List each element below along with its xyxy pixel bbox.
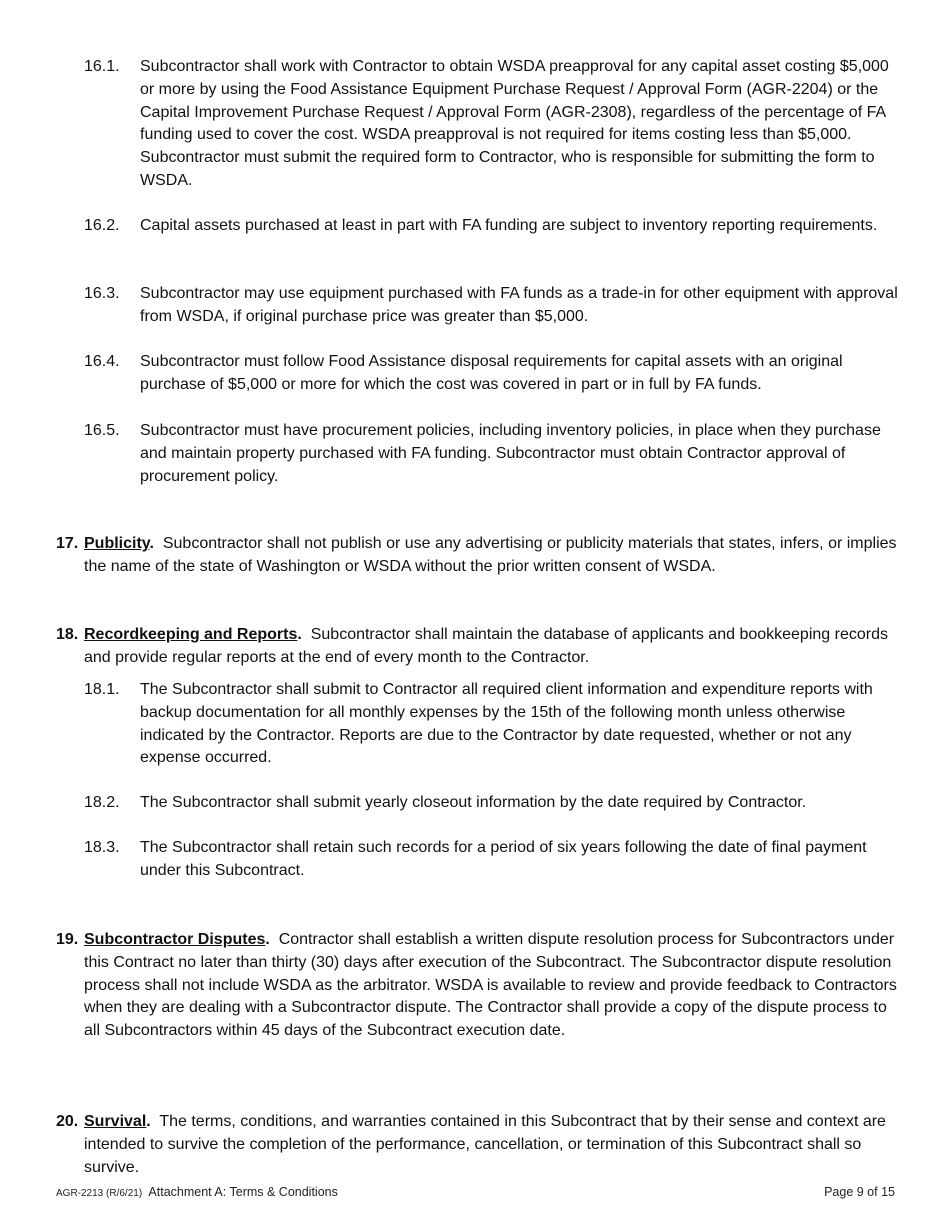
section-heading: Recordkeeping and Reports (84, 626, 298, 643)
clause-16-3 (84, 283, 900, 329)
section-text: Contractor shall establish a written dispute resolution process for Subcontractors under this Contract no later than thirty (30) days after execution of the Subcontract. The Subcontractor dispute resolution process shall not include WSDA as the arbitrator. WSDA is available to review and provide feedback to Contractors when they are dealing with a Subcontractor dispute. The Contractor shall provide a copy of the dispute process to all Subcontractors within 45 days of the Subcontract execution date. (84, 931, 897, 1040)
clause-16-4 (84, 351, 900, 397)
clause-number: 16.4. (84, 353, 120, 370)
section-19-disputes: 19. Subcontractor Disputes. Contractor shall establish a written dispute resolution process for Subcontractors under this Contract no later than thirty (30) days after execution of the Subcontract. The Subcontractor dispute resolution process shall not include WSDA as the arbitrator. WSDA is available to review and provide feedback to Contractors when they are dealing with a Subcontractor dispute. The Contractor shall provide a copy of the dispute process to all Subcontractors within 45 days of the Subcontract execution date. (56, 931, 897, 1040)
section-17-publicity: 17. Publicity. Subcontractor shall not publish or use any advertising or publicity materials that states, infers, or implies the name of the state of Washington or WSDA without the prior written consent of WSDA. (56, 535, 897, 575)
section-heading: Publicity (84, 535, 150, 552)
page-number: Page 9 of 15 (824, 1185, 895, 1199)
clause-number: 18.2. (84, 794, 120, 811)
section-heading: Subcontractor Disputes (84, 931, 266, 948)
form-code: AGR-2213 (R/6/21) (56, 1188, 143, 1199)
section-text: The terms, conditions, and warranties contained in this Subcontract that by their sense and context are intended to survive the completion of the performance, cancellation, or termination of this Subcontract shall so survive. (84, 1113, 886, 1176)
clause-text: Subcontractor shall work with Contractor to obtain WSDA preapproval for any capital asset costing $5,000 or more by using the Food Assistance Equipment Purchase Request / Approval Form (AGR-2204) or the Capital Improvement Purchase Request / Approval Form (AGR-2308), regardless of the percentage of FA funding used to cover the cost. WSDA preapproval is not required for items costing less than $5,000. Subcontractor must submit the required form to Contractor, who is responsible for submitting the form to WSDA. (140, 58, 889, 189)
section-number: 18. (56, 626, 79, 643)
section-18-recordkeeping: 18. Recordkeeping and Reports. Subcontractor shall maintain the database of applicants and bookkeeping records and provide regular reports at the end of every month to the Contractor. (56, 626, 888, 666)
clause-text: The Subcontractor shall retain such records for a period of six years following the date of final payment under this Subcontract. (140, 839, 867, 879)
clause-number: 16.2. (84, 217, 120, 234)
clause-18-1 (84, 679, 900, 770)
clause-text: Subcontractor must follow Food Assistance disposal requirements for capital assets with an original purchase of $5,000 or more for which the cost was covered in part or in full by FA funds. (140, 353, 843, 393)
clause-16-2 (84, 215, 900, 238)
section-number: 17. (56, 535, 79, 552)
clause-text: The Subcontractor shall submit yearly closeout information by the date required by Contractor. (140, 794, 807, 811)
clause-text: Capital assets purchased at least in part with FA funding are subject to inventory reporting requirements. (140, 217, 878, 234)
section-20-survival: 20. Survival. The terms, conditions, and warranties contained in this Subcontract that by their sense and context are intended to survive the completion of the performance, cancellation, or termination of this Subcontract shall so survive. (56, 1113, 886, 1176)
section-number: 20. (56, 1113, 79, 1130)
clause-text: Subcontractor must have procurement policies, including inventory policies, in place when they purchase and maintain property purchased with FA funding. Subcontractor must obtain Contractor approval of procurement policy. (140, 422, 881, 485)
section-heading: Survival (84, 1113, 147, 1130)
section-text: Subcontractor shall maintain the database of applicants and bookkeeping records and provide regular reports at the end of every month to the Contractor. (84, 626, 888, 666)
clause-number: 18.1. (84, 681, 120, 698)
footer-left (56, 1184, 338, 1202)
clause-16-1 (84, 56, 900, 193)
clause-number: 16.5. (84, 422, 120, 439)
clause-16-5 (84, 420, 900, 488)
clause-number: 16.3. (84, 285, 120, 302)
clause-18-3 (84, 837, 900, 883)
clause-18-2 (84, 792, 900, 815)
section-text: Subcontractor shall not publish or use any advertising or publicity materials that states, infers, or implies the name of the state of Washington or WSDA without the prior written consent of WSDA. (84, 535, 897, 575)
clause-text: Subcontractor may use equipment purchased with FA funds as a trade-in for other equipment with approval from WSDA, if original purchase price was greater than $5,000. (140, 285, 898, 325)
clause-number: 18.3. (84, 839, 120, 856)
footer-title: Attachment A: Terms & Conditions (148, 1185, 338, 1199)
clause-number: 16.1. (84, 58, 120, 75)
section-number: 19. (56, 931, 79, 948)
clause-text: The Subcontractor shall submit to Contractor all required client information and expenditure reports with backup documentation for all monthly expenses by the 15th of the following month unless otherwise indicated by the Contractor. Reports are due to the Contractor by date requested, whether or not any expense occurred. (140, 681, 873, 767)
